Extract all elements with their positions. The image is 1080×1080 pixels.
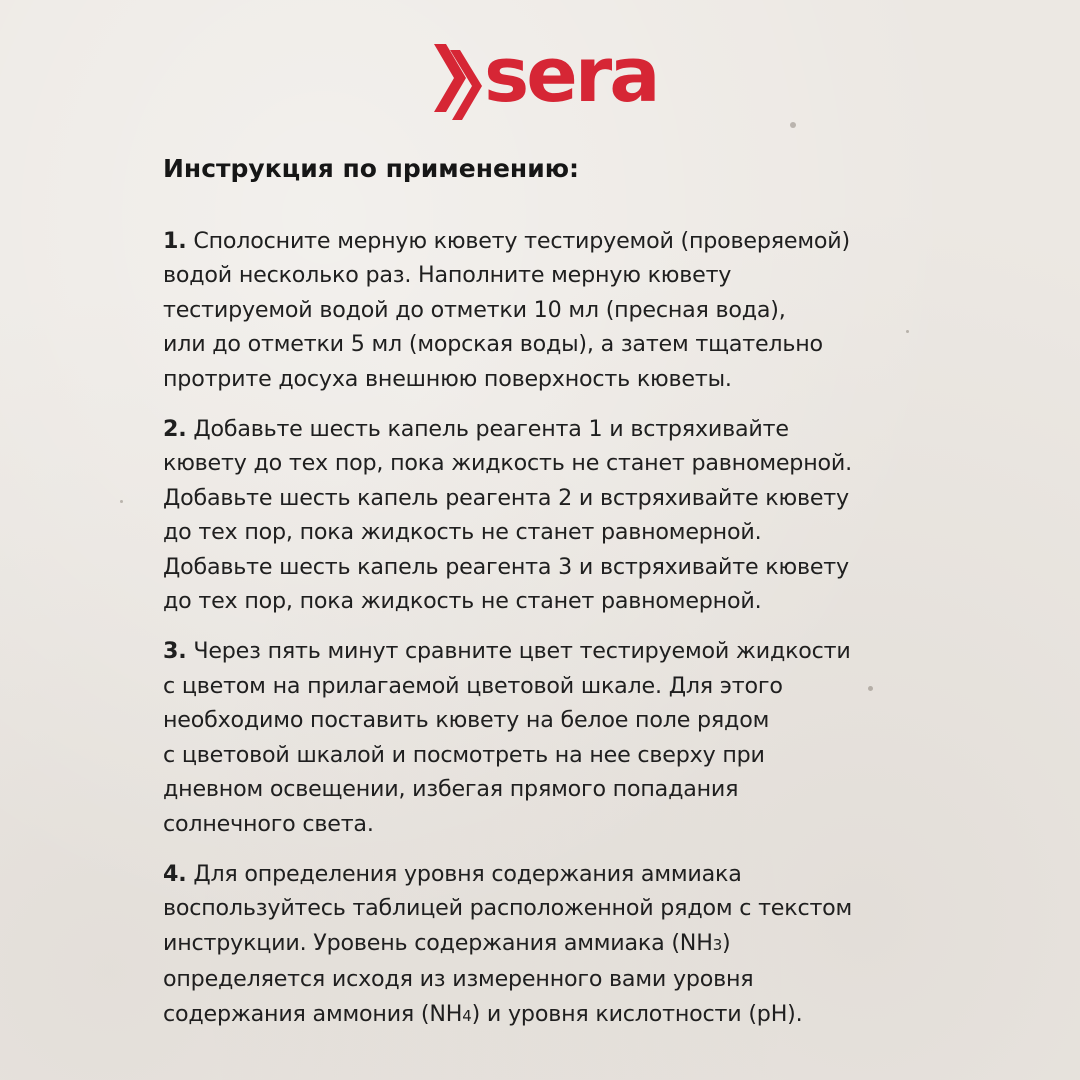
step-number: 1. — [163, 228, 187, 254]
instruction-content — [163, 152, 963, 1049]
step-line: до тех пор, пока жидкость не станет равномерной. — [163, 588, 762, 615]
step-text: ) и уровня кислотности (pH). — [471, 1000, 803, 1027]
subscript-text: 4 — [462, 1006, 472, 1025]
logo-text: sera — [484, 30, 658, 119]
step-line — [163, 224, 963, 258]
step-line: протрите досуха внешнюю поверхность кюветы. — [163, 365, 732, 392]
step-number: 2. — [163, 416, 187, 443]
step-text: ) — [722, 929, 731, 956]
step-text: инструкции. Уровень содержания аммиака (NH — [163, 929, 713, 956]
step-number: 3. — [163, 638, 187, 665]
step-line: Добавьте шесть капель реагента 3 и встряхивайте кювету — [163, 553, 849, 580]
step-line: тестируемой водой до отметки 10 мл (пресная вода), — [163, 296, 786, 323]
step-line: определяется исходя из измеренного вами уровня — [163, 966, 754, 993]
step-number: 4. — [163, 860, 187, 887]
instruction-step-2 — [163, 412, 963, 618]
step-text: Через пять минут сравните цвет тестируемой жидкости — [186, 638, 851, 665]
step-line: водой несколько раз. Наполните мерную кювету — [163, 262, 732, 289]
step-line — [163, 857, 963, 891]
step-line: необходимо поставить кювету на белое поле рядом — [163, 707, 770, 734]
step-line — [163, 997, 963, 1033]
subscript-text: 3 — [712, 935, 723, 954]
step-line: с цветовой шкалой и посмотреть на нее сверху при — [163, 741, 765, 768]
step-text: Для определения уровня содержания аммиака — [186, 860, 742, 887]
step-text: Добавьте шесть капель реагента 1 и встряхивайте — [186, 416, 789, 443]
step-line: до тех пор, пока жидкость не станет равномерной. — [163, 519, 762, 546]
instruction-step-3 — [163, 634, 963, 840]
step-line: дневном освещении, избегая прямого попадания — [163, 776, 739, 803]
step-line — [163, 412, 963, 446]
step-line — [163, 926, 963, 962]
paper-speck — [120, 500, 123, 503]
page-title: Инструкция по применению: — [163, 154, 580, 183]
step-line: или до отметки 5 мл (морская воды), а затем тщательно — [163, 331, 823, 358]
instruction-step-1 — [163, 224, 963, 396]
step-line: Добавьте шесть капель реагента 2 и встряхивайте кювету — [163, 484, 849, 511]
sera-logo — [432, 30, 658, 122]
paper-speck — [790, 122, 796, 128]
step-text: содержания аммония (NH — [163, 1000, 463, 1027]
instruction-step-4 — [163, 857, 963, 1033]
step-line — [163, 634, 963, 668]
step-line: с цветом на прилагаемой цветовой шкале. Для этого — [163, 672, 783, 699]
step-line: кювету до тех пор, пока жидкость не станет равномерной. — [163, 450, 852, 477]
double-chevron-icon — [432, 42, 488, 122]
step-line: воспользуйтесь таблицей расположенной рядом с текстом — [163, 895, 853, 922]
step-line: солнечного света. — [163, 810, 374, 837]
step-text: Сполосните мерную кювету тестируемой (проверяемой) — [186, 228, 850, 254]
